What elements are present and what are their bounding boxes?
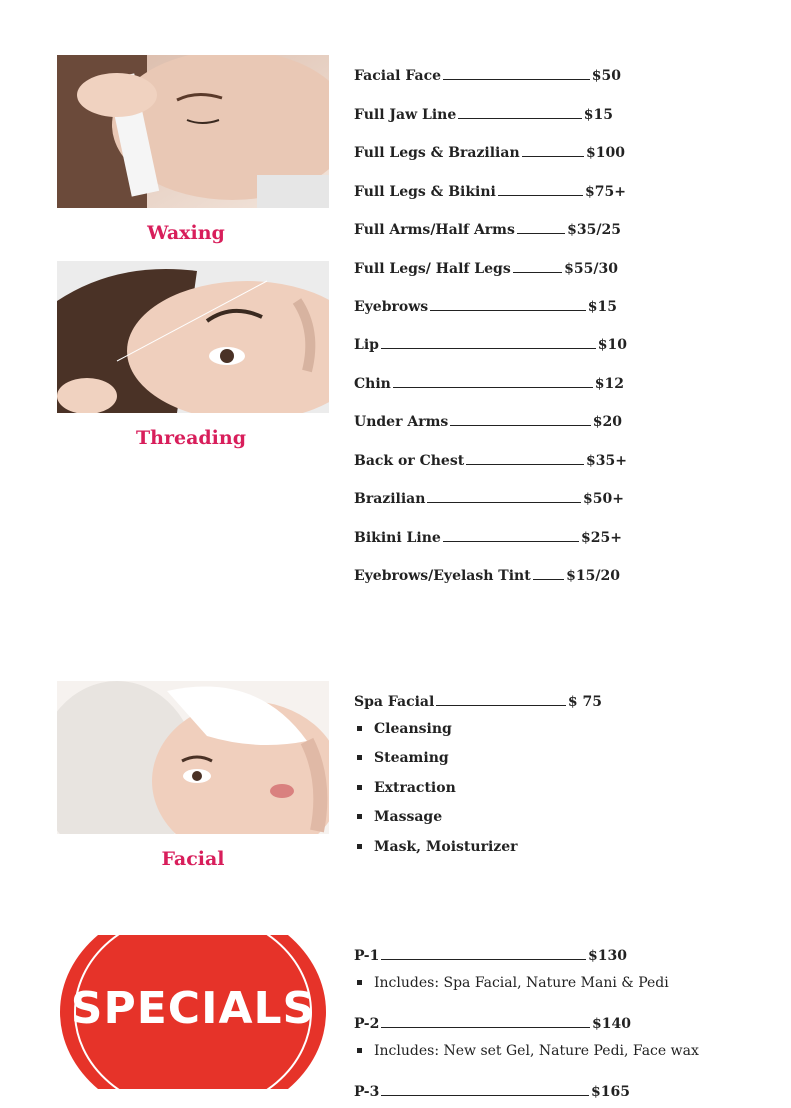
service-price: $15 [587, 299, 617, 315]
price-row [354, 944, 627, 964]
service-name: Bikini Line [354, 530, 441, 546]
specials-badge [60, 935, 326, 1089]
price-row [354, 487, 624, 507]
special-name: P-1 [354, 948, 380, 964]
service-price: $50 [591, 68, 621, 84]
service-price: $20 [592, 414, 622, 430]
special-price: $165 [591, 1084, 630, 1100]
price-row [354, 103, 613, 123]
service-name: Full Arms/Half Arms [354, 222, 515, 238]
service-name: Brazilian [354, 491, 426, 507]
price-row [354, 333, 627, 353]
price-row [354, 218, 621, 238]
service-name: Eyebrows/Eyelash Tint [354, 568, 531, 584]
price-row [354, 690, 602, 710]
list-item: Steaming [354, 750, 449, 766]
service-price: $12 [594, 376, 624, 392]
service-name: Spa Facial [354, 694, 435, 710]
list-item: Mask, Moisturizer [354, 839, 518, 855]
service-name: Under Arms [354, 414, 449, 430]
price-row [354, 180, 626, 200]
waxing-photo [57, 55, 329, 208]
list-item: Massage [354, 809, 442, 825]
price-row [354, 1012, 631, 1032]
price-row [354, 372, 624, 392]
service-price: $35/25 [567, 222, 621, 238]
service-name: Eyebrows [354, 299, 429, 315]
price-row [354, 64, 621, 84]
service-price: $15 [583, 107, 613, 123]
service-price: $35+ [586, 453, 627, 469]
threading-caption: Threading [136, 427, 246, 449]
waxing-caption: Waxing [147, 222, 225, 244]
price-row [354, 257, 618, 277]
special-price: $140 [592, 1016, 631, 1032]
price-row [354, 141, 625, 161]
service-price: $10 [597, 337, 627, 353]
price-row [354, 1080, 630, 1100]
service-price: $55/30 [564, 261, 618, 277]
service-name: Full Legs & Brazilian [354, 145, 520, 161]
list-item: Includes: Spa Facial, Nature Mani & Pedi [354, 975, 669, 991]
list-item: Extraction [354, 780, 456, 796]
service-name: Chin [354, 376, 391, 392]
special-name: P-3 [354, 1084, 380, 1100]
facial-caption: Facial [161, 848, 225, 870]
special-price: $130 [588, 948, 627, 964]
special-name: P-2 [354, 1016, 380, 1032]
list-item: Cleansing [354, 721, 452, 737]
service-price: $15/20 [566, 568, 620, 584]
service-name: Full Legs & Bikini [354, 184, 496, 200]
service-price: $100 [586, 145, 625, 161]
price-row [354, 410, 622, 430]
list-item: Includes: New set Gel, Nature Pedi, Face wax [354, 1043, 699, 1059]
price-row [354, 564, 620, 584]
service-price: $ 75 [567, 694, 602, 710]
service-price: $75+ [585, 184, 626, 200]
price-row [354, 526, 622, 546]
price-row [354, 295, 617, 315]
service-name: Back or Chest [354, 453, 465, 469]
service-name: Full Legs/ Half Legs [354, 261, 511, 277]
price-row [354, 449, 627, 469]
service-price: $25+ [581, 530, 622, 546]
specials-label: SPECIALS [70, 983, 316, 1034]
service-name: Lip [354, 337, 379, 353]
service-name: Full Jaw Line [354, 107, 457, 123]
threading-photo [57, 261, 329, 413]
service-name: Facial Face [354, 68, 442, 84]
service-price: $50+ [583, 491, 624, 507]
facial-photo [57, 681, 329, 834]
